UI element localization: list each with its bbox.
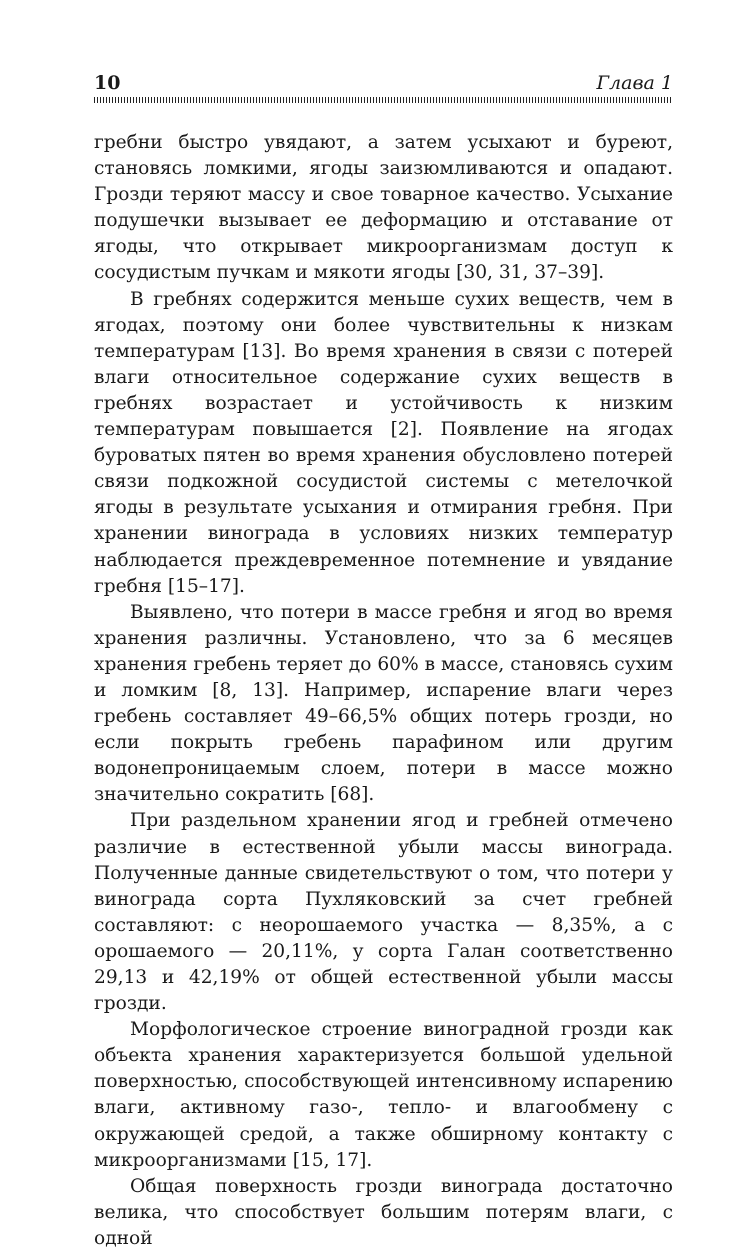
chapter-title: Глава 1 <box>596 72 673 94</box>
paragraph: В гребнях содержится меньше сухих веществ, чем в ягодах, поэтому они более чувствительны к низкам температурам [13]. Во время хранения в связи с потерей влаги относительное содержание сухих веществ в гребнях возрастает и устойчивость к низким температурам повышается [2]. Появление на ягодах буроватых пятен во время хранения обусловлено потерей связи подкожной сосудистой системы с метелочкой ягоды в результате усыхания и отмирания гребня. При хранении винограда в условиях низких температур наблюдается преждевременное потемнение и увядание гребня [15–17]. <box>94 288 673 597</box>
paragraph-continued: гребни быстро увядают, а затем усыхают и буреют, становясь ломкими, ягоды заизюмливаются и опадают. Грозди теряют массу и свое товарное качество. Усыхание подушечки вызывает ее деформацию и отставание от ягоды, что открывает микроорганизмам доступ к сосудистым пучкам и мякоти ягоды [30, 31, 37–39]. <box>94 132 673 284</box>
page-number: 10 <box>94 72 121 94</box>
header-rule <box>94 97 673 103</box>
paragraph: Морфологическое строение виноградной грозди как объекта хранения характеризуется большой удельной поверхностью, способствующей интенсивному испарению влаги, активному газо-, тепло- и влагообмену с окружающей средой, а также обширному контакту с микроорганизмами [15, 17]. <box>94 1019 673 1171</box>
running-head <box>94 72 673 96</box>
paragraph: Общая поверхность грозди винограда достаточно велика, что способствует большим потерям влаги, с одной <box>94 1175 673 1249</box>
paragraph: Выявлено, что потери в массе гребня и ягод во время хранения различны. Установлено, что за 6 месяцев хранения гребень теряет до 60% в массе, становясь сухим и ломким [8, 13]. Например, испарение влаги через гребень составляет 49–66,5% общих потерь грозди, но если покрыть гребень парафином или другим водонепроницаемым слоем, потери в массе можно значительно сократить [68]. <box>94 601 673 806</box>
body-text <box>94 130 673 1252</box>
paragraph: При раздельном хранении ягод и гребней отмечено различие в естественной убыли массы винограда. Полученные данные свидетельствуют о том, что потери у винограда сорта Пухляковский за счет гребней составляют: с неорошаемого участка — 8,35%, а с орошаемого — 20,11%, у сорта Галан соответственно 29,13 и 42,19% от общей естественной убыли массы грозди. <box>94 810 673 1015</box>
